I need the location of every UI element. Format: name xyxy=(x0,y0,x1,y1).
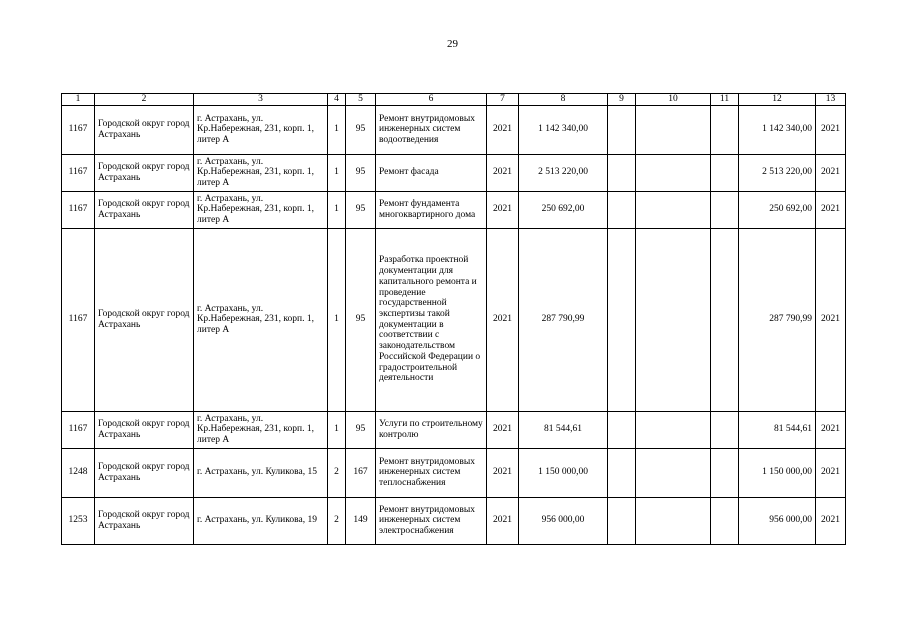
completion-year-cell: 2021 xyxy=(816,105,846,154)
empty-cell xyxy=(608,411,636,448)
work-type-cell: Ремонт внутридомовых инженерных систем теплоснабжения xyxy=(376,448,487,497)
empty-cell xyxy=(608,228,636,411)
table-row xyxy=(62,411,846,448)
col4-cell: 1 xyxy=(328,191,346,228)
repair-register-table xyxy=(61,93,846,545)
work-type-cell: Услуги по строительному контролю xyxy=(376,411,487,448)
column-header: 11 xyxy=(711,94,739,106)
empty-cell xyxy=(636,228,711,411)
work-type-cell: Ремонт внутридомовых инженерных систем водоотведения xyxy=(376,105,487,154)
address-cell: г. Астрахань, ул. Куликова, 15 xyxy=(194,448,328,497)
col4-cell: 1 xyxy=(328,154,346,191)
column-header: 12 xyxy=(739,94,816,106)
col5-cell: 167 xyxy=(346,448,376,497)
cost-cell: 2 513 220,00 xyxy=(519,154,608,191)
cost-cell: 250 692,00 xyxy=(519,191,608,228)
col5-cell: 95 xyxy=(346,154,376,191)
municipality-cell: Городской округ город Астрахань xyxy=(95,497,194,544)
empty-cell xyxy=(608,497,636,544)
empty-cell xyxy=(711,448,739,497)
empty-cell xyxy=(636,448,711,497)
total-cost-cell: 287 790,99 xyxy=(739,228,816,411)
column-header: 8 xyxy=(519,94,608,106)
house-id-cell: 1167 xyxy=(62,105,95,154)
empty-cell xyxy=(711,154,739,191)
year-cell: 2021 xyxy=(487,497,519,544)
empty-cell xyxy=(711,411,739,448)
year-cell: 2021 xyxy=(487,411,519,448)
municipality-cell: Городской округ город Астрахань xyxy=(95,411,194,448)
column-header: 7 xyxy=(487,94,519,106)
address-cell: г. Астрахань, ул. Кр.Набережная, 231, корп. 1, литер А xyxy=(194,191,328,228)
column-header: 3 xyxy=(194,94,328,106)
col4-cell: 1 xyxy=(328,228,346,411)
column-number-header xyxy=(62,94,846,106)
municipality-cell: Городской округ город Астрахань xyxy=(95,228,194,411)
empty-cell xyxy=(711,497,739,544)
empty-cell xyxy=(636,411,711,448)
empty-cell xyxy=(711,105,739,154)
year-cell: 2021 xyxy=(487,448,519,497)
col4-cell: 1 xyxy=(328,411,346,448)
table-row xyxy=(62,497,846,544)
column-header: 5 xyxy=(346,94,376,106)
cost-cell: 1 142 340,00 xyxy=(519,105,608,154)
table-row xyxy=(62,105,846,154)
total-cost-cell: 2 513 220,00 xyxy=(739,154,816,191)
address-cell: г. Астрахань, ул. Кр.Набережная, 231, корп. 1, литер А xyxy=(194,154,328,191)
column-header: 10 xyxy=(636,94,711,106)
col4-cell: 1 xyxy=(328,105,346,154)
column-header: 9 xyxy=(608,94,636,106)
col5-cell: 95 xyxy=(346,228,376,411)
empty-cell xyxy=(608,448,636,497)
cost-cell: 956 000,00 xyxy=(519,497,608,544)
house-id-cell: 1253 xyxy=(62,497,95,544)
municipality-cell: Городской округ город Астрахань xyxy=(95,154,194,191)
cost-cell: 1 150 000,00 xyxy=(519,448,608,497)
col5-cell: 95 xyxy=(346,105,376,154)
municipality-cell: Городской округ город Астрахань xyxy=(95,448,194,497)
empty-cell xyxy=(608,105,636,154)
completion-year-cell: 2021 xyxy=(816,191,846,228)
cost-cell: 287 790,99 xyxy=(519,228,608,411)
address-cell: г. Астрахань, ул. Куликова, 19 xyxy=(194,497,328,544)
column-header: 1 xyxy=(62,94,95,106)
address-cell: г. Астрахань, ул. Кр.Набережная, 231, корп. 1, литер А xyxy=(194,105,328,154)
empty-cell xyxy=(608,191,636,228)
empty-cell xyxy=(608,154,636,191)
total-cost-cell: 250 692,00 xyxy=(739,191,816,228)
total-cost-cell: 956 000,00 xyxy=(739,497,816,544)
col5-cell: 95 xyxy=(346,411,376,448)
completion-year-cell: 2021 xyxy=(816,448,846,497)
empty-cell xyxy=(636,191,711,228)
column-header: 2 xyxy=(95,94,194,106)
col4-cell: 2 xyxy=(328,497,346,544)
column-header: 4 xyxy=(328,94,346,106)
work-type-cell: Ремонт внутридомовых инженерных систем электроснабжения xyxy=(376,497,487,544)
cost-cell: 81 544,61 xyxy=(519,411,608,448)
address-cell: г. Астрахань, ул. Кр.Набережная, 231, корп. 1, литер А xyxy=(194,228,328,411)
year-cell: 2021 xyxy=(487,228,519,411)
municipality-cell: Городской округ город Астрахань xyxy=(95,105,194,154)
column-header: 13 xyxy=(816,94,846,106)
total-cost-cell: 1 142 340,00 xyxy=(739,105,816,154)
work-type-cell: Разработка проектной документации для капитального ремонта и проведение государственной экспертизы такой документации в соответствии с законодательством Российской Федерации о градостроительной деятельности xyxy=(376,228,487,411)
col4-cell: 2 xyxy=(328,448,346,497)
completion-year-cell: 2021 xyxy=(816,228,846,411)
column-header: 6 xyxy=(376,94,487,106)
table-row xyxy=(62,154,846,191)
year-cell: 2021 xyxy=(487,105,519,154)
completion-year-cell: 2021 xyxy=(816,411,846,448)
work-type-cell: Ремонт фасада xyxy=(376,154,487,191)
completion-year-cell: 2021 xyxy=(816,497,846,544)
year-cell: 2021 xyxy=(487,191,519,228)
house-id-cell: 1167 xyxy=(62,191,95,228)
page-number: 29 xyxy=(447,38,458,50)
col5-cell: 95 xyxy=(346,191,376,228)
municipality-cell: Городской округ город Астрахань xyxy=(95,191,194,228)
year-cell: 2021 xyxy=(487,154,519,191)
total-cost-cell: 81 544,61 xyxy=(739,411,816,448)
work-type-cell: Ремонт фундамента многоквартирного дома xyxy=(376,191,487,228)
house-id-cell: 1167 xyxy=(62,154,95,191)
table-row xyxy=(62,191,846,228)
empty-cell xyxy=(711,228,739,411)
empty-cell xyxy=(636,105,711,154)
house-id-cell: 1167 xyxy=(62,411,95,448)
empty-cell xyxy=(636,497,711,544)
table-row xyxy=(62,228,846,411)
house-id-cell: 1167 xyxy=(62,228,95,411)
completion-year-cell: 2021 xyxy=(816,154,846,191)
empty-cell xyxy=(636,154,711,191)
address-cell: г. Астрахань, ул. Кр.Набережная, 231, корп. 1, литер А xyxy=(194,411,328,448)
total-cost-cell: 1 150 000,00 xyxy=(739,448,816,497)
empty-cell xyxy=(711,191,739,228)
house-id-cell: 1248 xyxy=(62,448,95,497)
table-row xyxy=(62,448,846,497)
col5-cell: 149 xyxy=(346,497,376,544)
